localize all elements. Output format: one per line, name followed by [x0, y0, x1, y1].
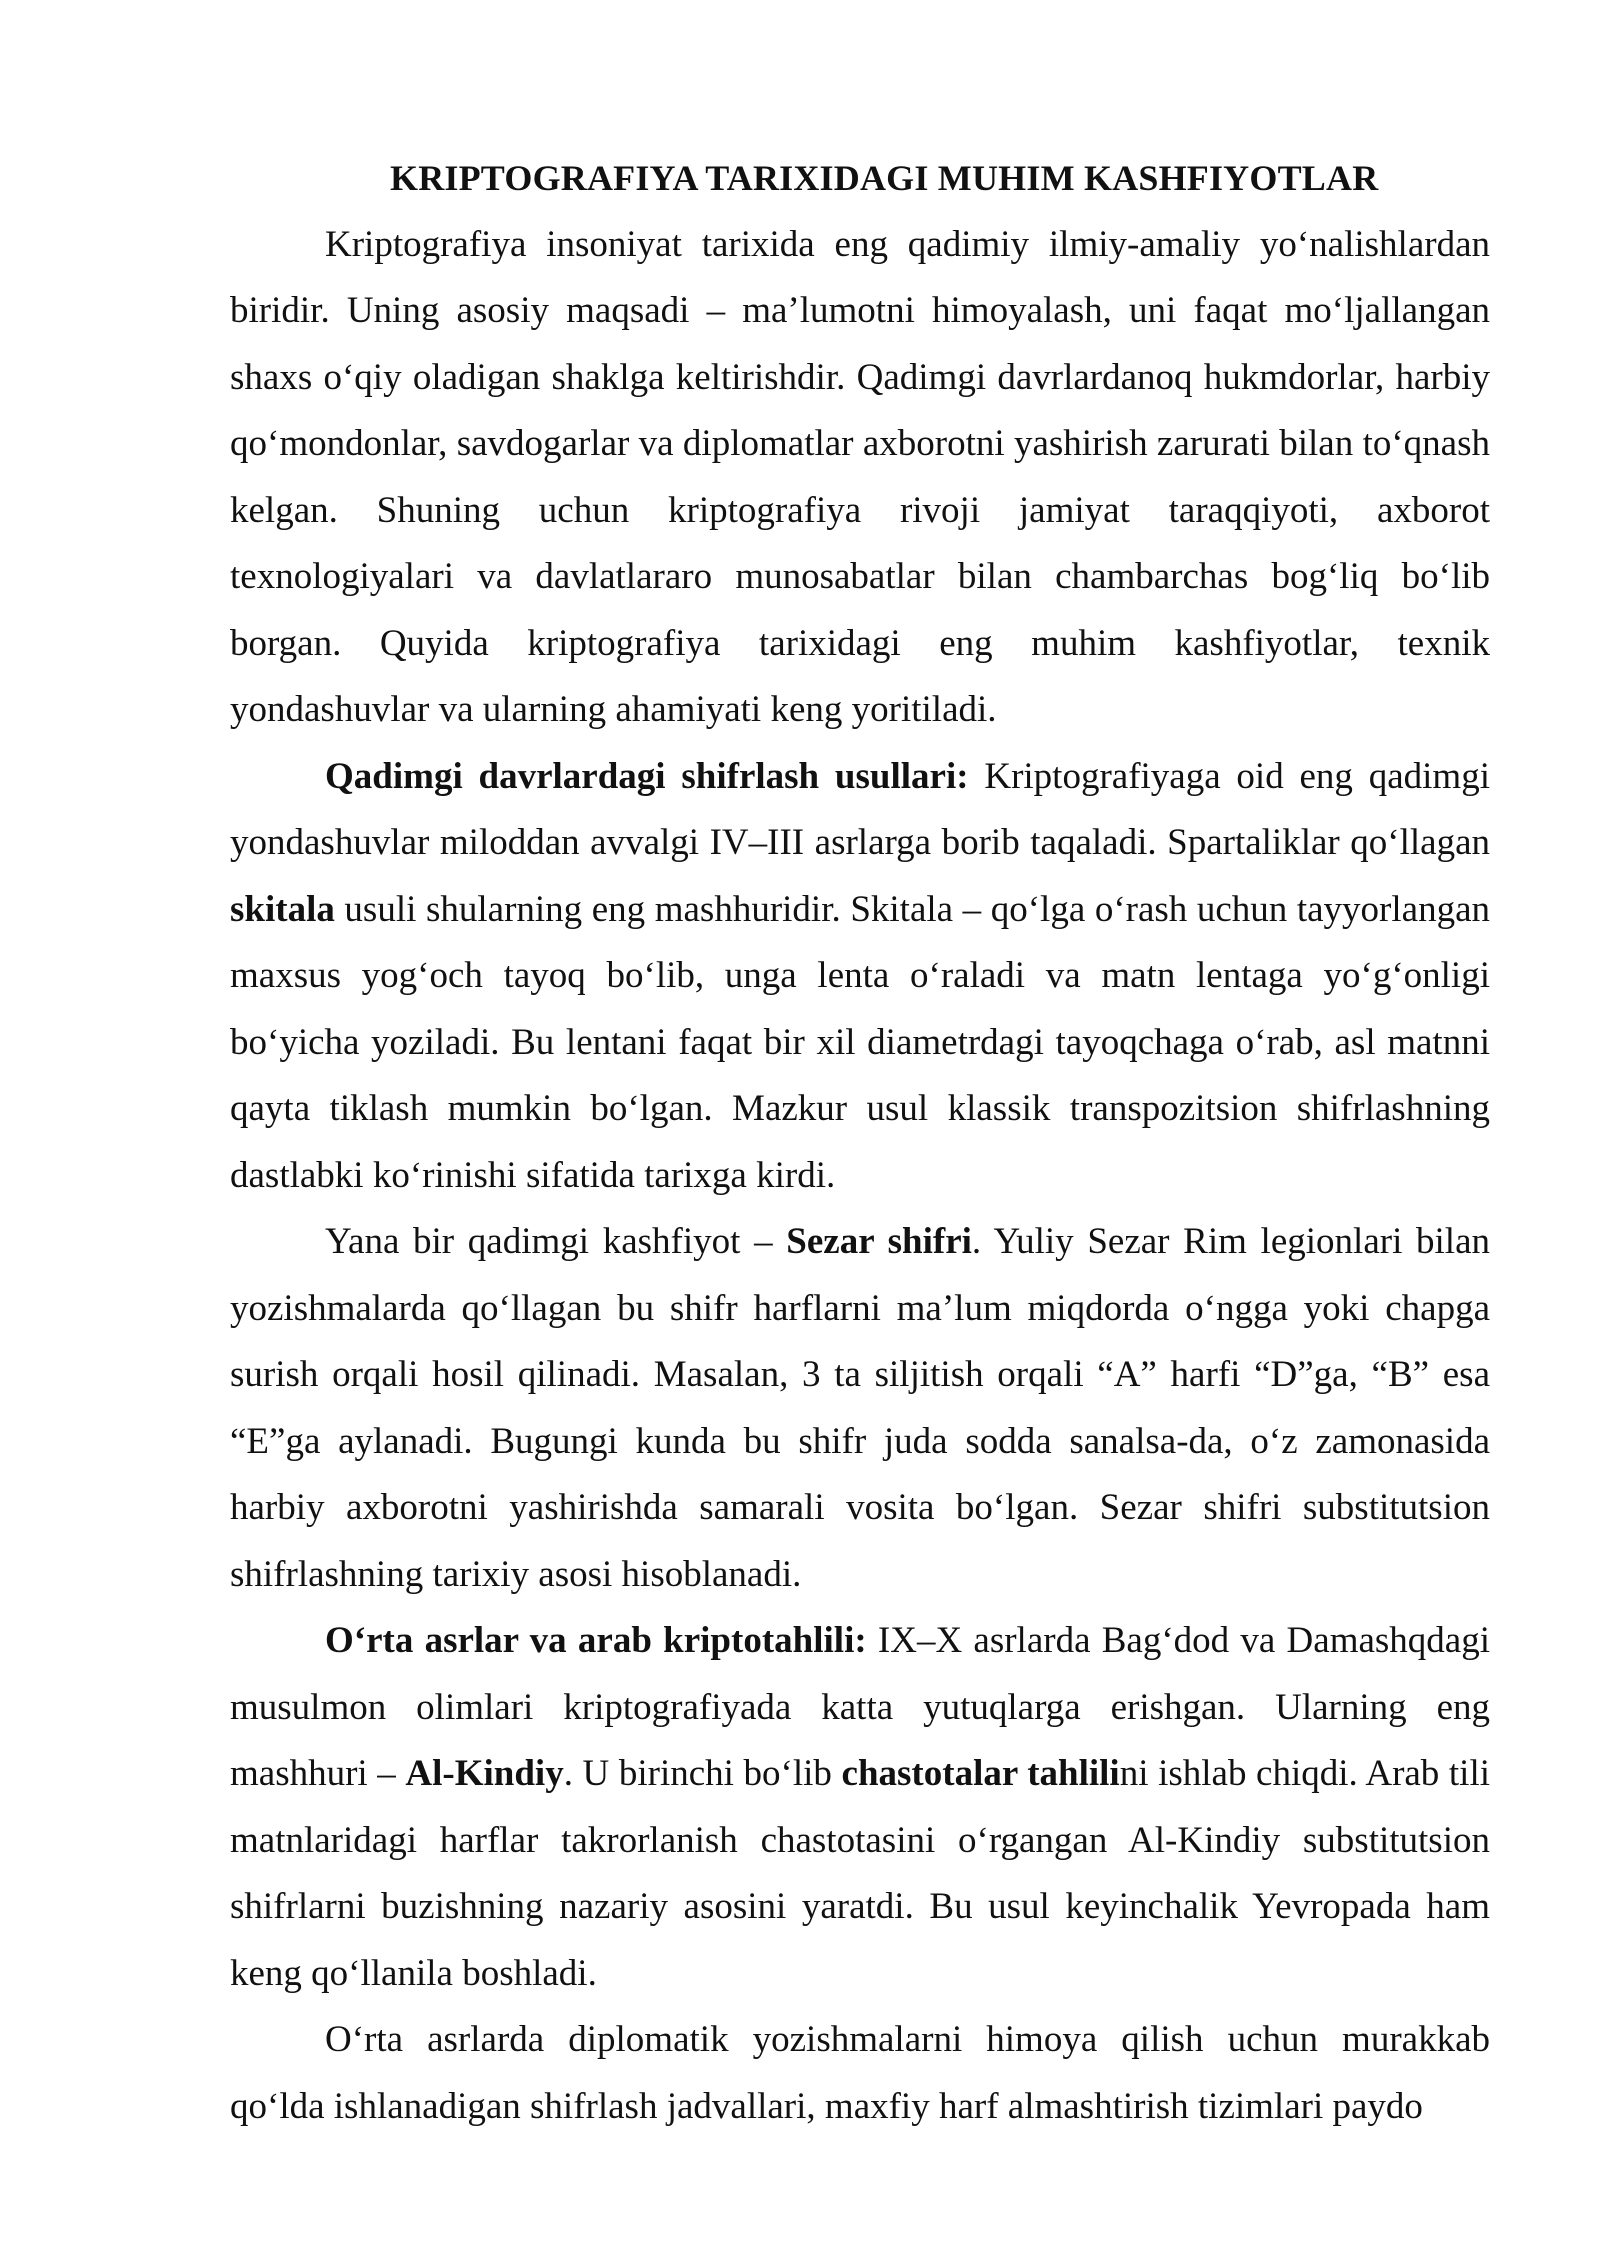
- paragraph-text: IX–X asrlarda Bag‘dod va Damashqdagi musulmon olimlari kriptografiyada katta yutuqlarga erishgan. Ularning eng mashhuri –: [230, 1620, 1491, 1794]
- paragraph-ancient-methods: [230, 744, 1490, 1210]
- section-heading: Qadimgi davrlardagi shifrlash usullari:: [325, 755, 969, 797]
- bold-term: chastotalar tahlili: [841, 1753, 1120, 1794]
- bold-term: Sezar shifri: [786, 1221, 972, 1262]
- paragraph-text: O‘rta asrlarda diplomatik yozishmalarni himoya qilish uchun murakkab qo‘lda ishlanadigan shifrlash jadvallari, maxfiy harf almashtirish tizimlari paydo: [230, 2019, 1490, 2127]
- paragraph-text: Kriptografiyaga oid eng qadimgi yondashuvlar miloddan avvalgi IV–III asrlarga borib taqaladi. Spartaliklar qo‘llagan: [230, 755, 1490, 863]
- paragraph-text: Yana bir qadimgi kashfiyot –: [325, 1221, 787, 1262]
- paragraph-medieval-diplomacy: [230, 2007, 1490, 2140]
- section-heading: O‘rta asrlar va arab kriptotahlili:: [325, 1620, 867, 1661]
- document-title: KRIPTOGRAFIYA TARIXIDAGI MUHIM KASHFIYOTLAR: [390, 158, 1379, 198]
- paragraph-text: ni ishlab chiqdi. Arab tili matnlaridagi harflar takrorlanish chastotasini o‘rgangan Al-Kindiy substitutsion shifrlarni buzishning nazariy asosini yaratdi. Bu usul keyinchalik Yevropada ham keng qo‘llanila boshladi.: [230, 1753, 1491, 1994]
- paragraph-text: . U birinchi bo‘lib: [563, 1753, 842, 1794]
- paragraph-arab-cryptanalysis: [230, 1608, 1490, 2007]
- bold-term: Al-Kindiy: [405, 1753, 564, 1794]
- paragraph-text: Kriptografiya insoniyat tarixida eng qadimiy ilmiy-amaliy yo‘nalishlardan biridir. Uning asosiy maqsadi – ma’lumotni himoyalash, uni faqat mo‘ljallangan shaxs o‘qiy oladigan shaklga keltirishdir. Qadimgi davrlardanoq hukmdorlar, harbiy qo‘mondonlar, savdogarlar va diplomatlar axborotni yashirish zarurati bilan to‘qnash kelgan. Shuning uchun kriptografiya rivoji jamiyat taraqqiyoti, axborot texnologiyalari va davlatlararo munosabatlar bilan chambarchas bog‘liq bo‘lib borgan. Quyida kriptografiya tarixidagi eng muhim kashfiyotlar, texnik yondashuvlar va ularning ahamiyati keng yoritiladi.: [230, 223, 1490, 730]
- paragraph-intro: [230, 212, 1490, 744]
- paragraph-text: usuli shularning eng mashhuridir. Skitala – qo‘lga o‘rash uchun tayyorlangan maxsus yog‘och tayoq bo‘lib, unga lenta o‘raladi va matn lentaga yo‘g‘onligi bo‘yicha yoziladi. Bu lentani faqat bir xil diametrdagi tayoqchaga o‘rab, asl matnni qayta tiklash mumkin bo‘lgan. Mazkur usul klassik transpozitsion shifrlashning dastlabki ko‘rinishi sifatida tarixga kirdi.: [230, 888, 1490, 1196]
- paragraph-text: . Yuliy Sezar Rim legionlari bilan yozishmalarda qo‘llagan bu shifr harflarni ma’lum miqdorda o‘ngga yoki chapga surish orqali hosil qilinadi. Masalan, 3 ta siljitish orqali “A” harfi “D”ga, “B” esa “E”ga aylanadi. Bugungi kunda bu shifr juda sodda sanalsa-da, o‘z zamonasida harbiy axborotni yashirishda samarali vosita bo‘lgan. Sezar shifri substitutsion shifrlashning tarixiy asosi hisoblanadi.: [230, 1221, 1490, 1595]
- paragraph-caesar-cipher: [230, 1209, 1490, 1608]
- document-page: [230, 145, 1490, 2140]
- bold-term: skitala: [230, 888, 335, 930]
